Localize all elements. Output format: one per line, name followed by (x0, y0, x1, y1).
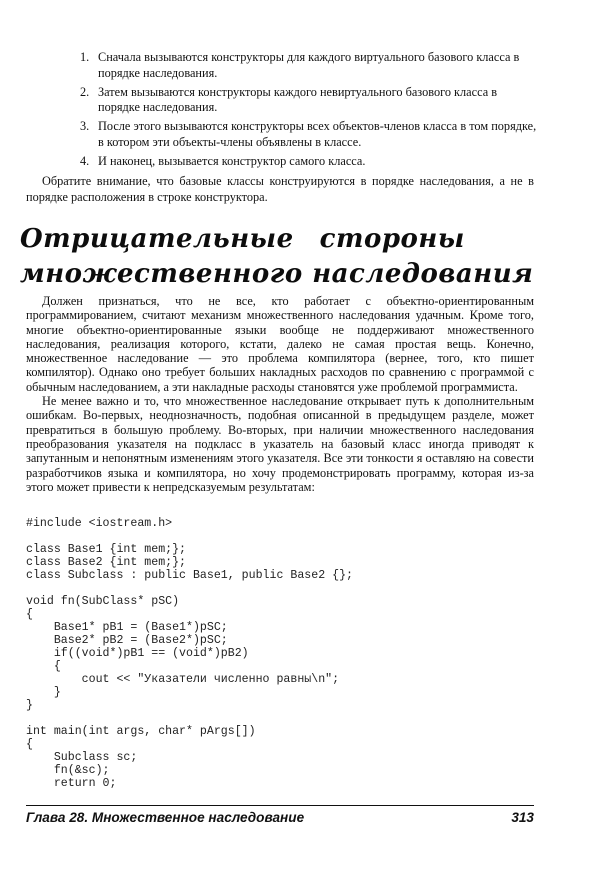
chapter-title: Глава 28. Множественное наследование (26, 810, 305, 825)
code-listing: #include <iostream.h> class Base1 {int mem;}; class Base2 {int mem;}; class Subclass : public Base1, public Base2 {}; void fn(SubClass* pSC) { Base1* pB1 = (Base1*)pSC; Base2* pB2 = (Base2*)pSC; if((void*)pB1 == (void*)pB2) { cout << "Указатели численно равны\n"; } } int main(int args, char* pArgs[]) { Subclass sc; fn(&sc); return 0; (26, 517, 353, 790)
page-footer (26, 810, 534, 830)
footer-rule (26, 805, 534, 806)
page-number: 313 (511, 810, 534, 825)
heading-line-2: множественного наследования (20, 259, 534, 289)
list-text: Сначала вызываются конструкторы для каждого виртуального базового класса в порядке наследования. (98, 50, 520, 80)
constructor-order-list (58, 50, 538, 173)
list-number: 3. (80, 119, 90, 133)
list-item (58, 154, 538, 170)
list-text: И наконец, вызывается конструктор самого класса. (98, 153, 366, 168)
body-paragraph-1: Должен признаться, что не все, кто работает с объектно-ориентированным программированием, считают механизм множественного наследования удачным. Кроме того, многие объектно-ориентированные языки вообще не поддерживают множественного наследования, реализация которого, кстати, далеко не самая простая вещь. Конечно, множественное наследование — это проблема компилятора (вернее, того, кто пишет компилятор). Однако оно требует больших накладных расходов по сравнению с программой с обычным наследованием, а эти накладные расходы становятся уже проблемой программиста. (26, 294, 534, 394)
body-paragraph-2: Не менее важно и то, что множественное наследование открывает путь к дополнительным ошибкам. Во-первых, неоднозначность, подобная описанной в предыдущем разделе, может превратиться в большую проблему. Во-вторых, при наличии множественного наследования преобразования указателя на подкласс в указатель на базовый класс иногда приводят к запутанным и непонятным изменениям этого указателя. Все эти тонкости я оставляю на совести разработчиков языка и компилятора, но хочу продемонстрировать программу, которая из-за этого может привести к непредсказуемым результатам: (26, 394, 534, 494)
list-item (58, 50, 538, 81)
list-item (58, 85, 538, 116)
heading-word-2: стороны (319, 224, 465, 254)
list-number: 1. (80, 50, 90, 64)
list-number: 2. (80, 84, 90, 99)
list-item (58, 119, 538, 150)
list-text: Затем вызываются конструкторы каждого невиртуального базового класса в порядке наследования. (98, 84, 498, 114)
body-text (26, 294, 534, 494)
list-text: После этого вызываются конструкторы всех объектов-членов класса в том порядке, в котором эти объекты-члены объявлены в классе. (98, 119, 537, 149)
section-heading (20, 222, 560, 292)
note-paragraph: Обратите внимание, что базовые классы конструируются в порядке наследования, а не в порядке расположения в строке конструктора. (26, 174, 534, 204)
list-number: 4. (80, 153, 90, 168)
heading-word-1: Отрицательные (20, 224, 294, 254)
